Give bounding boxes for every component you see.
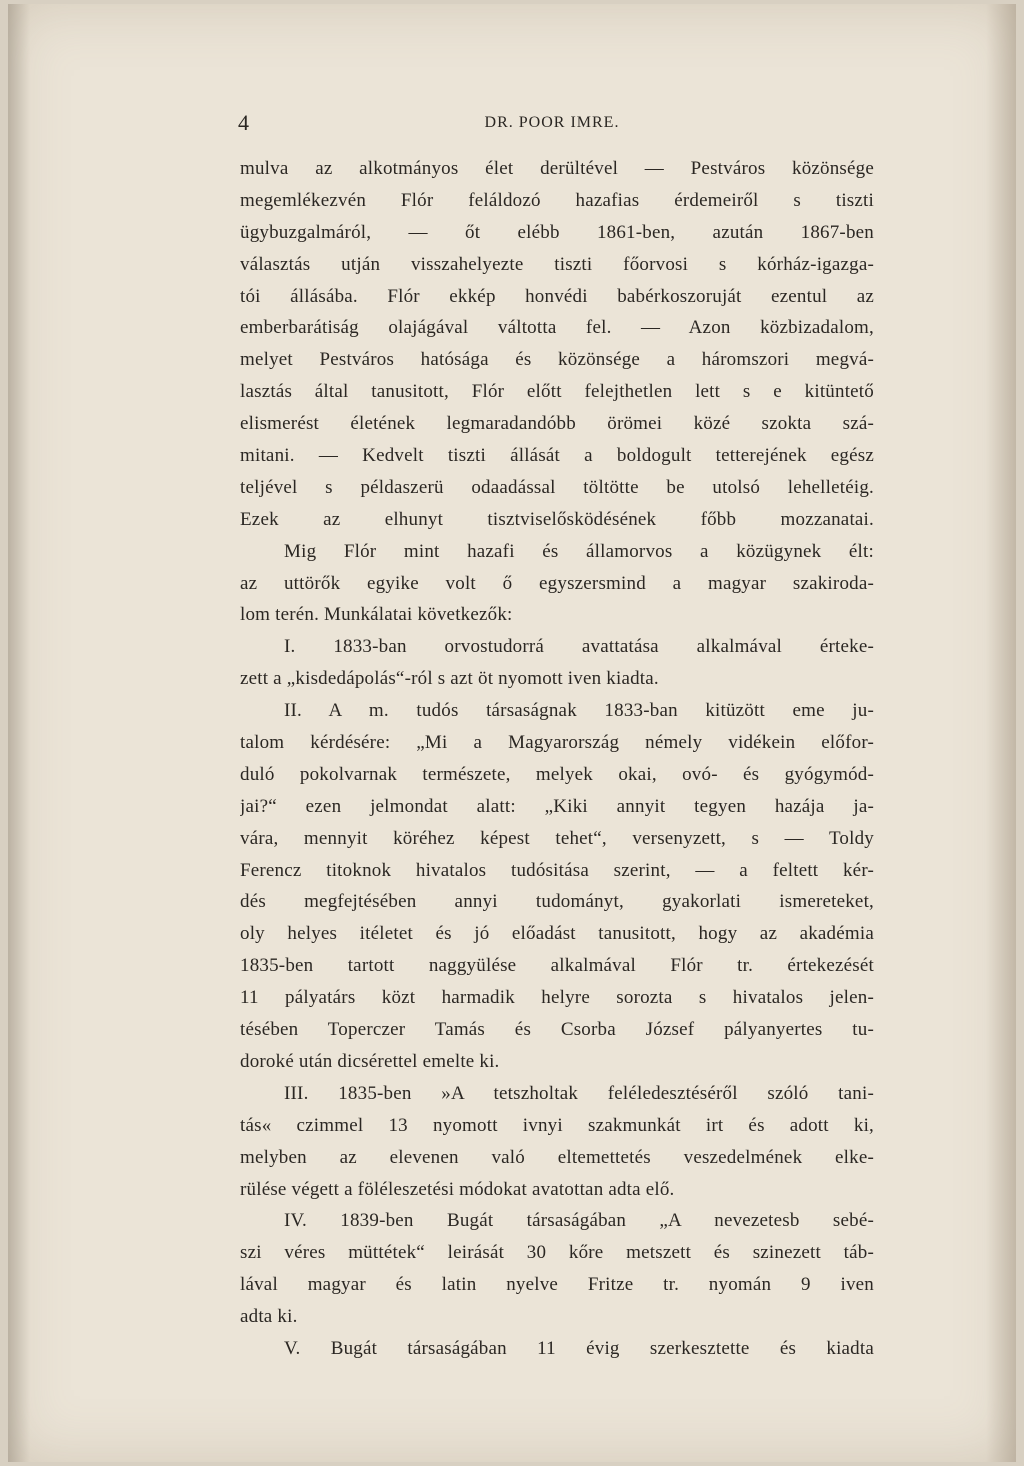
text-line: II. A m. tudós társaságnak 1833-ban kitüzött eme ju-	[284, 700, 874, 722]
text-line: tói állásába. Flór ekkép honvédi babérkoszoruját ezentul az	[240, 285, 874, 307]
text-line: doroké után dicsérettel emelte ki.	[240, 1050, 500, 1072]
text-line: oly helyes itéletet és jó előadást tanusitott, hogy az akadémia	[240, 923, 874, 945]
page-edge-shadow-right	[986, 4, 1016, 1462]
text-line: adta ki.	[240, 1306, 298, 1328]
text-line: Ezek az elhunyt tisztviselősködésének főbb mozzanatai.	[240, 508, 874, 530]
text-line: I. 1833-ban orvostudorrá avattatása alkalmával érteke-	[284, 636, 874, 658]
text-line: Ferencz titoknok hivatalos tudósitása szerint, — a feltett kér-	[240, 859, 874, 881]
text-line: III. 1835-ben »A tetszholtak feléledesztéséről szóló tani-	[284, 1082, 874, 1104]
text-line: lával magyar és latin nyelve Fritze tr. nyomán 9 iven	[240, 1274, 874, 1296]
text-line: talom kérdésére: „Mi a Magyarország némely vidékein előfor-	[240, 732, 874, 754]
text-line: elismerést életének legmaradandóbb örömei közé szokta szá-	[240, 413, 874, 435]
text-line: az uttörők egyike volt ő egyszersmind a magyar szakiroda-	[240, 572, 874, 594]
text-line: lom terén. Munkálatai következők:	[240, 604, 513, 626]
text-line: melyet Pestváros hatósága és közönsége a háromszori megvá-	[240, 349, 874, 371]
text-line: vára, mennyit köréhez képest tehet“, versenyzett, s — Toldy	[240, 827, 874, 849]
text-line: duló pokolvarnak természete, melyek okai, ovó- és gyógymód-	[240, 763, 874, 785]
text-line: dés megfejtésében annyi tudományt, gyakorlati ismereteket,	[240, 891, 874, 913]
text-line: választás utján visszahelyezte tiszti főorvosi s kórház-igazga-	[240, 253, 874, 275]
text-line: melyben az elevenen való eltemettetés veszedelmének elke-	[240, 1146, 874, 1168]
running-head: DR. POOR IMRE.	[484, 114, 620, 131]
text-line: mitani. — Kedvelt tiszti állását a boldogult tetterejének egész	[240, 445, 874, 467]
text-line: tésében Toperczer Tamás és Csorba József pályanyertes tu-	[240, 1019, 874, 1041]
body-text	[240, 153, 874, 1365]
text-line: megemlékezvén Flór feláldozó hazafias érdemeiről s tiszti	[240, 189, 874, 211]
text-line: teljével s példaszerü odaadással töltötte be utolsó lehelletéig.	[240, 476, 874, 498]
page-number: 4	[238, 110, 249, 135]
text-line: 11 pályatárs közt harmadik helyre sorozta s hivatalos jelen-	[240, 987, 874, 1009]
text-line: 1835-ben tartott naggyülése alkalmával Flór tr. értekezését	[240, 955, 874, 977]
text-line: Mig Flór mint hazafi és államorvos a közügynek élt:	[284, 540, 874, 562]
text-line: szi véres müttétek“ leirását 30 kőre metszett és szinezett táb-	[240, 1242, 874, 1264]
text-line: ügybuzgalmáról, — őt elébb 1861-ben, azután 1867-ben	[240, 221, 874, 243]
text-line: rülése végett a föléleszetési módokat avatottan adta elő.	[240, 1178, 675, 1200]
text-line: IV. 1839-ben Bugát társaságában „A nevezetesb sebé-	[284, 1210, 874, 1232]
page-edge-shadow-left	[8, 4, 30, 1462]
text-line: lasztás által tanusitott, Flór előtt felejthetlen lett s e kitüntető	[240, 381, 874, 403]
text-line: tás« czimmel 13 nyomott ivnyi szakmunkát irt és adott ki,	[240, 1114, 874, 1136]
text-line: V. Bugát társaságában 11 évig szerkesztette és kiadta	[284, 1337, 874, 1359]
text-line: jai?“ ezen jelmondat alatt: „Kiki annyit tegyen hazája ja-	[240, 795, 874, 817]
page-header	[230, 110, 874, 142]
scanned-page	[8, 4, 1016, 1462]
text-line: emberbarátiság olajágával váltotta fel. — Azon közbizadalom,	[240, 317, 874, 339]
text-line: mulva az alkotmányos élet derültével — Pestváros közönsége	[240, 158, 874, 179]
text-line: zett a „kisdedápolás“-ról s azt öt nyomott iven kiadta.	[240, 668, 659, 690]
